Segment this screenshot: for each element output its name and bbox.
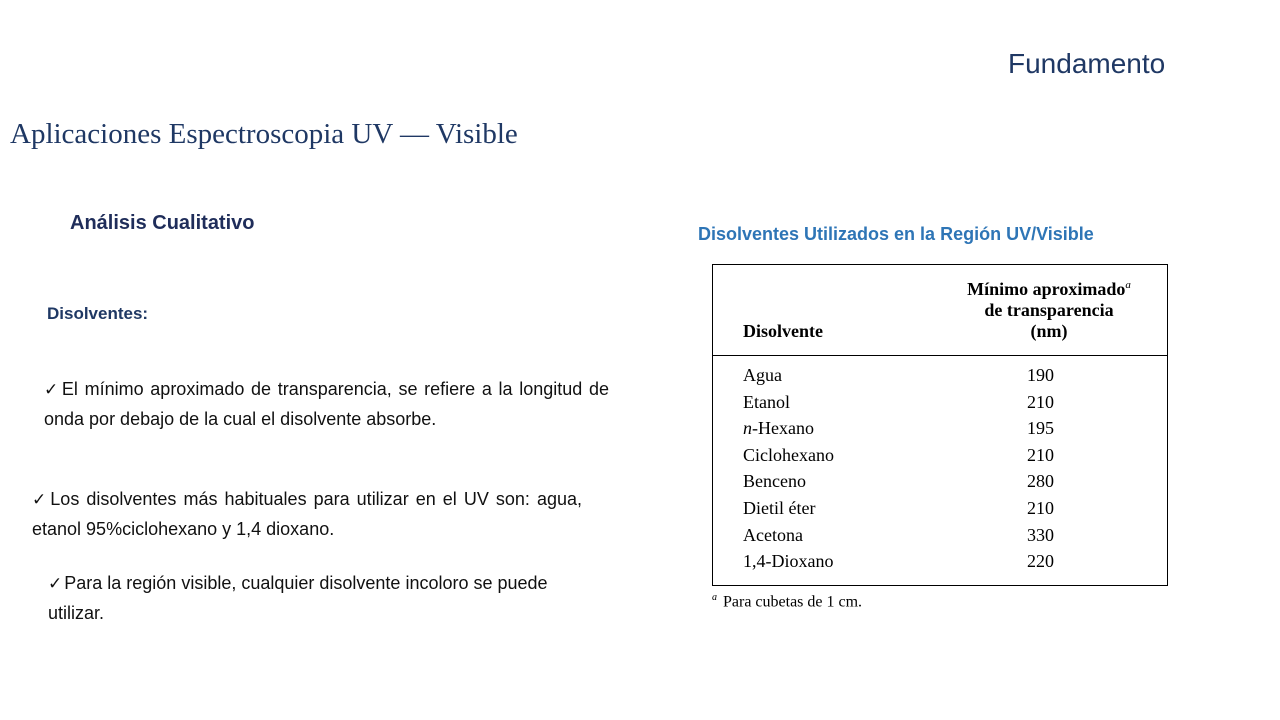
table-footnote	[712, 592, 862, 611]
solvent-value: 190	[1027, 365, 1054, 385]
solvent-name: Etanol	[743, 391, 790, 412]
table-header	[713, 265, 1167, 356]
solvent-value: 330	[1027, 524, 1054, 545]
check-icon: ✓	[48, 574, 63, 594]
column-header-min-transparency	[951, 275, 1147, 342]
table-heading: Disolventes Utilizados en la Región UV/Visible	[698, 224, 1094, 244]
solvent-name: n-Hexano	[743, 418, 814, 439]
column-header-line: (nm)	[1030, 321, 1068, 341]
solvents-label: Disolventes:	[47, 304, 149, 323]
table-row	[713, 445, 1167, 472]
bullet-text: El mínimo aproximado de transparencia, se refiere a la longitud de onda por debajo de la cual el disolvente absorbe.	[44, 379, 609, 429]
column-header-line: Mínimo aproximado	[967, 279, 1126, 299]
table-body	[713, 365, 1167, 578]
table-row	[713, 498, 1167, 525]
footnote-mark: a	[712, 592, 717, 603]
column-header-solvent: Disolvente	[743, 321, 823, 341]
subtitle: Análisis Cualitativo	[70, 212, 255, 234]
solvent-name: 1,4-Dioxano	[743, 551, 834, 572]
check-icon: ✓	[44, 380, 60, 400]
solvent-value: 220	[1027, 551, 1054, 572]
bullet-item	[44, 375, 609, 434]
table-row	[713, 525, 1167, 552]
table-row	[713, 392, 1167, 419]
bullet-text: Los disolventes más habituales para utilizar en el UV son: agua, etanol 95%ciclohexano y 1,4 dioxano.	[32, 489, 583, 539]
solvent-name: Agua	[743, 365, 782, 385]
page-title: Aplicaciones Espectroscopia UV — Visible	[10, 118, 518, 150]
column-header-line: de transparencia	[984, 300, 1114, 320]
table-row	[713, 471, 1167, 498]
footnote-mark: a	[1125, 279, 1131, 291]
footnote-text: Para cubetas de 1 cm.	[723, 593, 863, 611]
solvent-name: Acetona	[743, 524, 803, 545]
table-row	[713, 418, 1167, 445]
solvent-name: Ciclohexano	[743, 444, 834, 465]
bullet-item	[48, 569, 598, 628]
solvent-name: Benceno	[743, 471, 806, 492]
solvent-table	[712, 264, 1168, 586]
solvent-value: 195	[1027, 418, 1054, 439]
solvent-value: 280	[1027, 471, 1054, 492]
solvent-value: 210	[1027, 391, 1054, 412]
solvent-name: Dietil éter	[743, 497, 816, 518]
solvent-value: 210	[1027, 497, 1054, 518]
table-row	[713, 551, 1167, 578]
bullet-text: Para la región visible, cualquier disolvente incoloro se puede utilizar.	[48, 573, 548, 623]
check-icon: ✓	[32, 490, 49, 510]
section-label: Fundamento	[1008, 48, 1166, 79]
solvent-value: 210	[1027, 444, 1054, 465]
table-row	[713, 365, 1167, 392]
bullet-item	[32, 485, 582, 544]
